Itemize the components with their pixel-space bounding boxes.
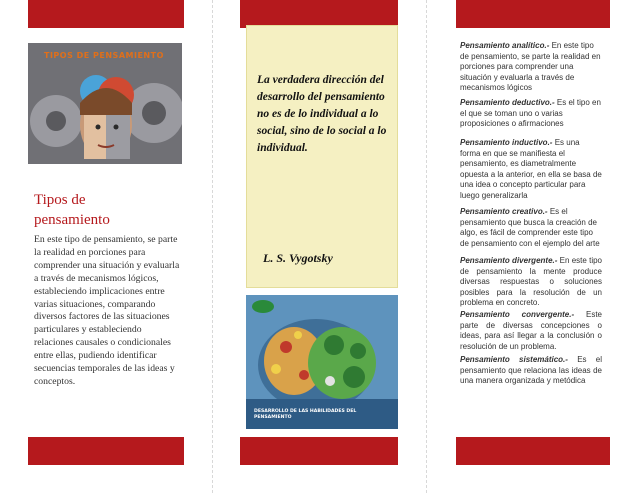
right-top-red-bar	[456, 0, 610, 28]
image-banner: TIPOS DE PENSAMIENTO	[44, 51, 164, 60]
panel-left	[0, 0, 212, 493]
entry-text: En este tipo de pensamiento, se parte la realidad en porciones para comprender una situación y evaluarla a través de mecanismos lógicos	[460, 41, 601, 92]
entry-term: Pensamiento convergente.-	[460, 310, 575, 319]
entry-text: Es el pensamiento que relaciona las ideas de una manera organizada y metódica	[460, 355, 603, 385]
title-line-1: Tipos de	[34, 192, 86, 208]
bottom-red-bar	[28, 437, 184, 465]
entry-text: En este tipo de pensamiento la mente produce diversas respuestas o soluciones posibles para la resolución de un problema en concreto.	[460, 256, 602, 307]
quote-author: L. S. Vygotsky	[263, 251, 333, 265]
face-illustration	[28, 43, 182, 164]
entry-divergente	[460, 256, 602, 309]
entry-analitico	[460, 41, 602, 94]
entry-term: Pensamiento creativo.-	[460, 207, 548, 216]
entry-sistematico	[460, 355, 602, 387]
brand-logo	[252, 300, 274, 313]
entry-text: Es el pensamiento que busca la creación de algo, es fácil de comprender este tipo de pensamiento con el ejemplo del arte	[460, 207, 600, 248]
entry-convergente	[460, 310, 602, 352]
entry-term: Pensamiento deductivo.-	[460, 98, 555, 107]
top-red-bar	[28, 0, 184, 28]
brain-image	[246, 295, 398, 429]
entry-text: Es una forma en que se manifiesta el pensamiento, es diametralmente opuesta a la anterior, en ella se basa de una idea o concepto particular para luego generalizarla	[460, 138, 602, 200]
entry-creativo	[460, 207, 602, 249]
quote-text: La verdadera dirección del desarrollo del pensamiento no es de lo individual a lo social, sino de lo social a lo individual.	[257, 74, 387, 154]
middle-top-red-bar	[240, 0, 398, 28]
entry-term: Pensamiento sistemático.-	[460, 355, 568, 364]
section-title	[34, 190, 194, 230]
entry-term: Pensamiento divergente.-	[460, 256, 558, 265]
section-body: En este tipo de pensamiento, se parte la realidad en porciones para comprender una situación y evaluarla a través de mecanismos lógicos, estableciendo implicaciones entre varias situaciones, comparando diversos factores de las situaciones particulares y estableciendo relaciones causales o condicionales entre ellas, pudiendo identificar secuencias temporales de las ideas y conceptos.	[34, 234, 180, 387]
quote-card	[246, 25, 398, 288]
entry-deductivo	[460, 98, 602, 130]
entry-text: Es el tipo en el que se toman uno o varias proposiciones o afirmaciones	[460, 98, 601, 128]
entry-term: Pensamiento inductivo.-	[460, 138, 553, 147]
entry-inductivo	[460, 138, 602, 201]
entry-text: Este parte de diversas concepciones o ideas, para así llegar a la conclusión o resolución de un problema.	[460, 310, 602, 351]
right-bottom-red-bar	[456, 437, 610, 465]
middle-bottom-red-bar	[240, 437, 398, 465]
entry-term: Pensamiento analítico.-	[460, 41, 550, 50]
image-caption: DESARROLLO DE LAS HABILIDADES DEL PENSAMIENTO	[254, 409, 357, 420]
title-line-2: pensamiento	[34, 212, 110, 228]
thinking-types-image	[28, 43, 182, 164]
